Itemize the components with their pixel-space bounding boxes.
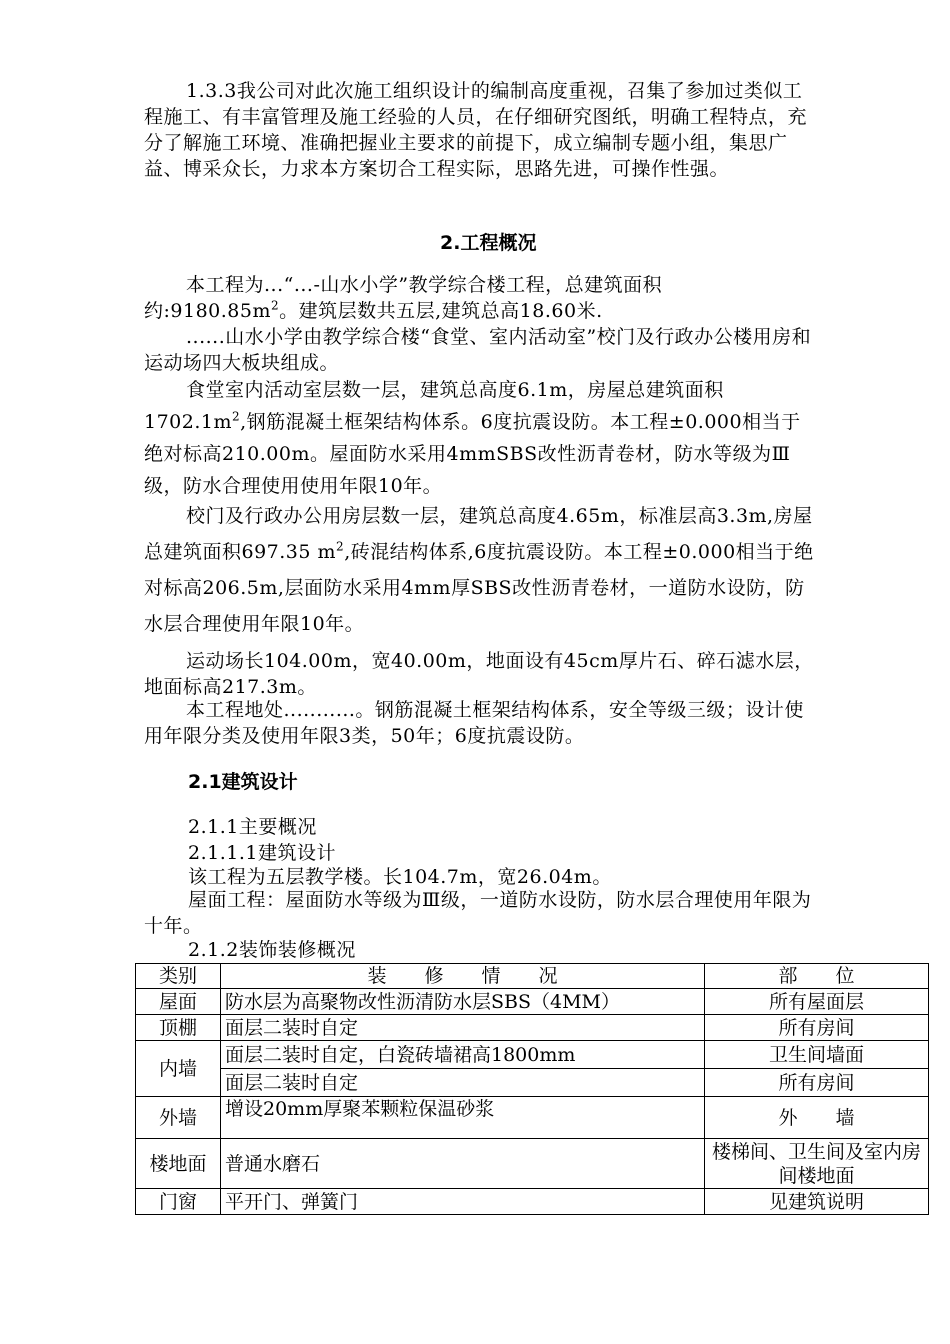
table-row <box>136 1041 929 1069</box>
cell-category: 内墙 <box>136 1041 221 1097</box>
paragraph-canteen: 食堂室内活动室层数一层，建筑总高度6.1m，房屋总建筑面积$1702.1m^2$,钢筋混凝土框架结构体系。6度抗震设防。本工程±0.000相当于绝对标高210.00m。屋面防水采用4mmSBS改性沥青卷材，防水等级为Ⅲ级，防水合理使用使用年限10年。 <box>144 379 801 497</box>
paragraph-gate-office: 校门及行政办公用房层数一层，建筑总高度4.65m，标准层高3.3m,房屋总建筑面积697.35 $m^2$,砖混结构体系,6度抗震设防。本工程±0.000相当于绝对标高206.5m,层面防水采用4mm厚SBS改性沥青卷材，一道防水设防，防水层合理使用年限10年。 <box>144 505 814 635</box>
cell-location: 所有屋面层 <box>705 989 929 1015</box>
cell-description: 面层二装时自定 <box>221 1015 705 1041</box>
paragraph-1-3-3: 1.3.3我公司对此次施工组织设计的编制高度重视，召集了参加过类似工程施工、有丰富管理及施工经验的人员，在仔细研究图纸，明确工程特点，充分了解施工环境、准确把握业主要求的前提下，成立编制专题小组，集思广益、博采众长，力求本方案切合工程实际，思路先进，可操作性强。 <box>144 80 808 180</box>
header-location: 部 位 <box>705 964 929 989</box>
table-row <box>136 989 929 1015</box>
paragraph-location: 本工程地处...........。钢筋混凝土框架结构体系，安全等级三级；设计使用年限分类及使用年限3类，50年；6度抗震设防。 <box>144 699 804 747</box>
cell-location: 所有房间 <box>705 1015 929 1041</box>
table-row <box>136 1139 929 1189</box>
cell-description: 面层二装时自定 <box>221 1069 705 1097</box>
cell-category: 门窗 <box>136 1189 221 1215</box>
subheading-main-overview: 2.1.1主要概况 <box>188 816 317 838</box>
paragraph-components: ......山水小学由教学综合楼“食堂、室内活动室”校门及行政办公楼用房和运动场四大板块组成。 <box>144 326 812 374</box>
cell-description: 普通水磨石 <box>221 1139 705 1189</box>
cell-location: 所有房间 <box>705 1069 929 1097</box>
subheading-decoration: 2.1.2装饰装修概况 <box>188 939 356 961</box>
cell-description: 平开门、弹簧门 <box>221 1189 705 1215</box>
header-description: 装 修 情 况 <box>221 964 705 989</box>
paragraph-roof-work: 屋面工程：屋面防水等级为Ⅲ级，一道防水设防，防水层合理使用年限为十年。 <box>144 889 812 937</box>
decoration-table <box>135 963 929 1215</box>
table-row <box>136 1015 929 1041</box>
header-category: 类别 <box>136 964 221 989</box>
paragraph-building-size: 该工程为五层教学楼。长104.7m，宽26.04m。 <box>188 866 612 888</box>
cell-location: 外 墙 <box>705 1097 929 1139</box>
cell-description: 增设20mm厚聚苯颗粒保温砂浆 <box>221 1097 705 1139</box>
cell-description: 防水层为高聚物改性沥清防水层SBS（4MM） <box>221 989 705 1015</box>
paragraph-sports-field: 运动场长104.00m，宽40.00m，地面设有45cm厚片石、碎石滤水层，地面标高217.3m。 <box>144 650 814 698</box>
cell-description: 面层二装时自定，白瓷砖墙裙高1800mm <box>221 1041 705 1069</box>
heading-project-overview: 2.工程概况 <box>440 232 537 254</box>
cell-location: 卫生间墙面 <box>705 1041 929 1069</box>
cell-location: 楼梯间、卫生间及室内房间楼地面 <box>705 1139 929 1189</box>
table-row <box>136 1189 929 1215</box>
table-header-row <box>136 964 929 989</box>
cell-category: 顶棚 <box>136 1015 221 1041</box>
table-row <box>136 1097 929 1139</box>
cell-category: 楼地面 <box>136 1139 221 1189</box>
paragraph-total-area: 本工程为...“...-山水小学”教学综合楼工程，总建筑面积约$:9180.85m^2$。建筑层数共五层,建筑总高18.60米. <box>144 274 663 322</box>
cell-category: 外墙 <box>136 1097 221 1139</box>
cell-location: 见建筑说明 <box>705 1189 929 1215</box>
table-row <box>136 1069 929 1097</box>
subheading-building-design: 2.1.1.1建筑设计 <box>188 842 336 864</box>
cell-category: 屋面 <box>136 989 221 1015</box>
heading-architectural-design: 2.1建筑设计 <box>188 771 298 793</box>
